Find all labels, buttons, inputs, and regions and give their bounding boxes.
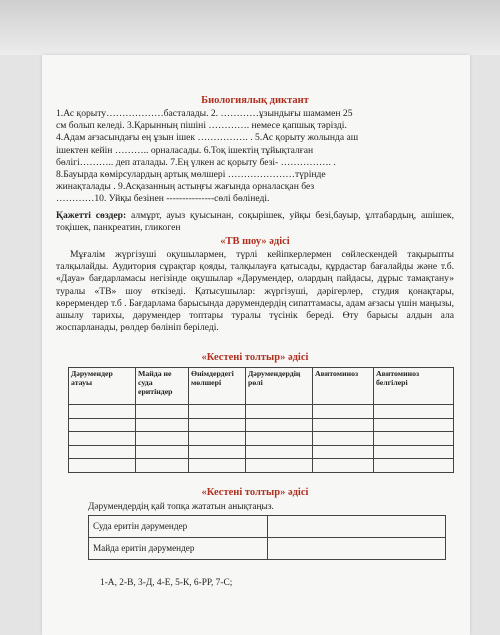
- fill-in-cell[interactable]: [189, 418, 246, 432]
- fill-in-cell[interactable]: [246, 405, 313, 419]
- vitamin-group-label: Майда еритін дәрумендер: [89, 537, 268, 559]
- table-header-cell: Өнімдердегі мөлшері: [189, 368, 246, 405]
- table-header-cell: Майда не суда еритіндер: [136, 368, 189, 405]
- answer-cell[interactable]: [268, 537, 446, 559]
- dictation-line: 1.Ас қорыту………………басталады. 2. …………ұзындығы шамамен 25: [56, 108, 353, 119]
- table-row: [69, 418, 454, 432]
- fill-in-cell[interactable]: [69, 459, 136, 473]
- dictation-line: см болып келеді. 3.Қарынның пішіні …………. немесе қапшық тәрізді.: [56, 120, 347, 132]
- table-header-cell: Дәрумендер атауы: [69, 368, 136, 405]
- dictation-title: Биологиялық диктант: [201, 95, 309, 106]
- dictation-line: …………10. Уйқы безінен ---------------сөлі бөлінеді.: [56, 193, 270, 205]
- answer-cell[interactable]: [268, 515, 446, 537]
- fill-in-cell[interactable]: [189, 405, 246, 419]
- fill-in-cell[interactable]: [69, 405, 136, 419]
- fill-in-cell[interactable]: [246, 459, 313, 473]
- fill-in-cell[interactable]: [136, 432, 189, 446]
- table-row: [69, 405, 454, 419]
- fill-in-cell[interactable]: [136, 445, 189, 459]
- table-row: [69, 459, 454, 473]
- fill-in-cell[interactable]: [246, 432, 313, 446]
- dictation-line: ішектен кейін ……….. орналасады. 6.Тоқ ішектің тұйықталған: [56, 144, 314, 156]
- tv-show-title: «ТВ шоу» әдісі: [220, 236, 290, 248]
- dictation-text: [56, 108, 454, 206]
- photo-shadow: [0, 0, 500, 55]
- fill-in-cell[interactable]: [374, 445, 454, 459]
- dictation-line: жинақталады . 9.Асқазанның астыңғы жағында орналасқан без: [56, 181, 315, 193]
- fill-in-cell[interactable]: [136, 459, 189, 473]
- fill-in-cell[interactable]: [189, 445, 246, 459]
- vitamin-table-body: [69, 405, 454, 473]
- fill-in-cell[interactable]: [374, 405, 454, 419]
- fill-in-cell[interactable]: [374, 418, 454, 432]
- table-row: [69, 432, 454, 446]
- fill-in-cell[interactable]: [313, 445, 374, 459]
- fill-in-cell[interactable]: [189, 432, 246, 446]
- table-row: [89, 515, 446, 537]
- table-method-title: «Кестені толтыр» әдісі: [201, 352, 309, 364]
- fill-in-cell[interactable]: [69, 418, 136, 432]
- table-header-cell: Авитоминоз белгілері: [374, 368, 454, 405]
- tv-show-text: Мұғалім жүргізуші оқушылармен, түрлі кейіпкерлермен сөйлескендей тақырыпты талқылайды. Аудитория сұрақтар қояды, талқылауға қатысады, құрдастар бағалайды және т.б. «Дауа» бағдарламасы негізінде оқушылар «Дәрумендер, олардың пайдасы, дұрыс тамақтану» туралы «ТВ» шоу өткізеді. Қатысушылар: жүргізуші, дәрігерлер, студия қонақтары, көрермендер т.б . Бағдарлама барысында дәрумендердің сипаттамасы, адам ағзасы үшін маңызы, ашылу тарихы, дәрумендер топтары туралы түсінік береді. Өту барысы алдын ала жоспарланады, рөлдер бөлініп беріледі.: [56, 249, 454, 334]
- answer-key: 1-А, 2-В, 3-Д, 4-Е, 5-К, 6-РР, 7-С;: [100, 577, 233, 588]
- table-method-title-2: «Кестені толтыр» әдісі: [201, 486, 309, 498]
- fill-in-cell[interactable]: [246, 418, 313, 432]
- fill-in-cell[interactable]: [189, 459, 246, 473]
- table-header-cell: Дәрумендердің рөлі: [246, 368, 313, 405]
- fill-in-cell[interactable]: [374, 432, 454, 446]
- dictation-line: бөлігі……….. деп аталады. 7.Ең үлкен ас қорыту безі- ……………. .: [56, 156, 336, 168]
- fill-in-cell[interactable]: [313, 459, 374, 473]
- required-words-label: Қажетті сөздер:: [56, 209, 127, 221]
- fill-in-cell[interactable]: [313, 418, 374, 432]
- table-header-cell: Авитоминоз: [313, 368, 374, 405]
- fill-in-cell[interactable]: [374, 459, 454, 473]
- required-words-list: алмұрт, ауыз қуысынан, соқырішек, уйқы безі,бауыр, ұлтабардың, ашішек, тоқішек, панкреатин, гликоген: [56, 209, 454, 233]
- fill-in-cell[interactable]: [246, 445, 313, 459]
- vitamin-table: [68, 367, 454, 473]
- worksheet-content: [56, 95, 454, 588]
- fill-in-cell[interactable]: [313, 432, 374, 446]
- fill-in-cell[interactable]: [136, 405, 189, 419]
- vitamin-group-label: Суда еритін дәрумендер: [89, 515, 268, 537]
- table-header-row: [69, 368, 454, 405]
- fill-in-cell[interactable]: [69, 445, 136, 459]
- fill-in-cell[interactable]: [313, 405, 374, 419]
- table-row: [69, 445, 454, 459]
- fill-in-cell[interactable]: [69, 432, 136, 446]
- fill-in-cell[interactable]: [136, 418, 189, 432]
- table-row: [89, 537, 446, 559]
- dictation-line: 4.Адам ағзасындағы ең ұзын ішек ……………. . 5.Ас қорыту жолында аш: [56, 132, 359, 144]
- task-instruction: Дәрумендердің қай топқа жататын анықтаңыз.: [88, 501, 274, 512]
- vitamin-group-table: [88, 515, 446, 560]
- dictation-line: 8.Бауырда көмірсулардың артық мөлшері …………………түрінде: [56, 169, 326, 181]
- required-words: [56, 210, 454, 234]
